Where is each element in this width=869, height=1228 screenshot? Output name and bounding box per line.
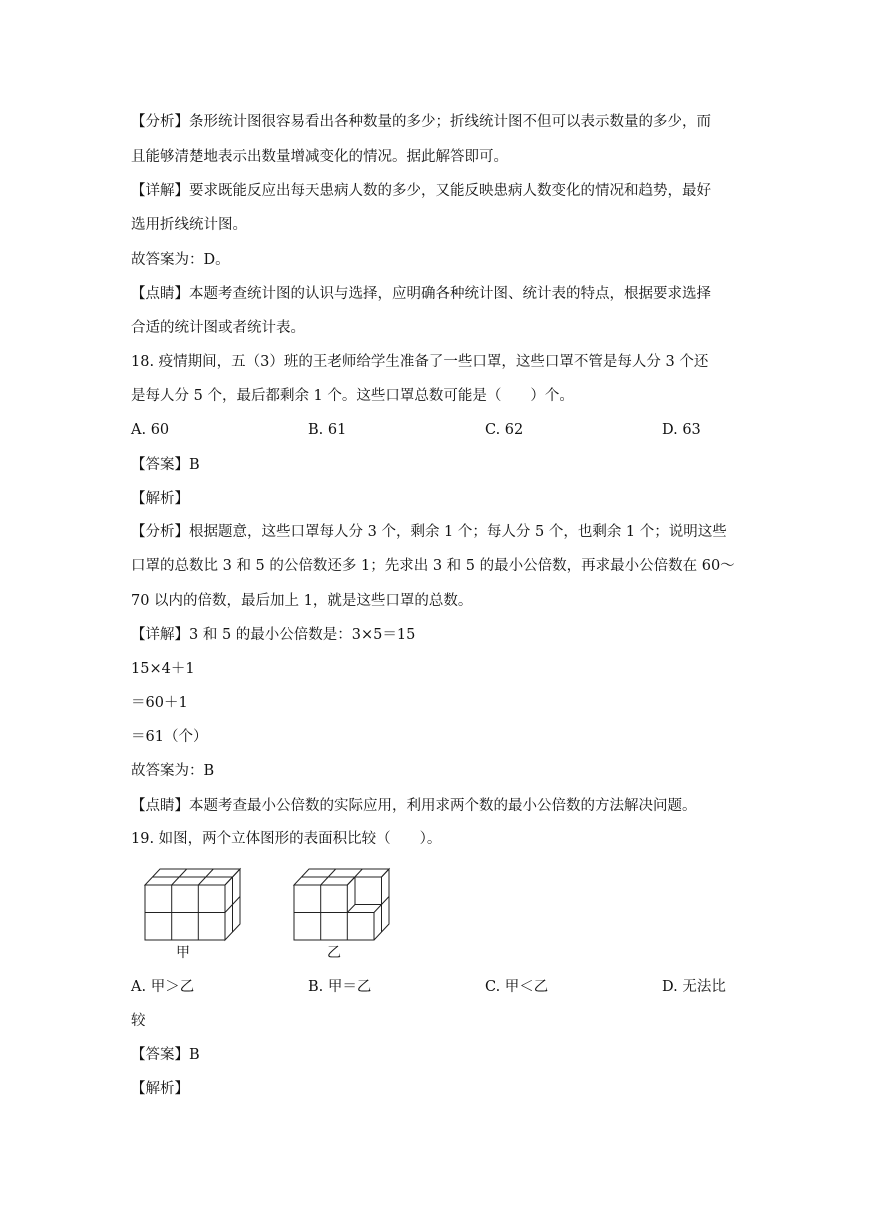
q18-answer-line: 故答案为：B: [131, 763, 215, 779]
q18-answer: 【答案】B: [131, 457, 200, 473]
q18-comment: 【点睛】本题考查最小公倍数的实际应用，利用求两个数的最小公倍数的方法解决问题。: [131, 798, 697, 814]
q19-option-d-wrap: 较: [131, 1013, 146, 1029]
figure-jia-label: 甲: [176, 945, 190, 961]
q17-comment-line-2: 合适的统计图或者统计表。: [131, 320, 305, 336]
q18-option-c: C. 62: [485, 422, 524, 438]
q18-detail: 【详解】3 和 5 的最小公倍数是：3×5＝15: [131, 627, 416, 643]
q18-option-b: B. 61: [308, 422, 347, 438]
q17-detail-line-2: 选用折线统计图。: [131, 217, 247, 233]
q17-analysis-line-2: 且能够清楚地表示出数量增减变化的情况。据此解答即可。: [131, 149, 508, 165]
q19-answer: 【答案】B: [131, 1047, 200, 1063]
q19-option-c: C. 甲＜乙: [485, 979, 549, 995]
q18-question-line-1: 18. 疫情期间，五（3）班的王老师给学生准备了一些口罩，这些口罩不管是每人分 3 个还: [131, 354, 709, 370]
q17-answer-line: 故答案为：D。: [131, 252, 230, 268]
q18-calc-line-1: 15×4＋1: [131, 661, 195, 677]
q19-option-a: A. 甲＞乙: [131, 979, 195, 995]
q18-analysis-line-3: 70 以内的倍数，最后加上 1，就是这些口罩的总数。: [131, 593, 473, 609]
q18-calc-line-3: ＝61（个）: [131, 729, 208, 745]
figure-jia-solid: [142, 864, 246, 944]
q19-explain-label: 【解析】: [131, 1081, 189, 1097]
q19-question: 19. 如图，两个立体图形的表面积比较（ ）。: [131, 831, 442, 847]
q18-analysis-line-1: 【分析】根据题意，这些口罩每人分 3 个，剩余 1 个；每人分 5 个，也剩余 1 个；说明这些: [131, 524, 727, 540]
q18-option-a: A. 60: [131, 422, 170, 438]
q18-analysis-line-2: 口罩的总数比 3 和 5 的公倍数还多 1；先求出 3 和 5 的最小公倍数，再求最小公倍数在 60～: [131, 558, 735, 574]
figure-yi-solid: [291, 864, 395, 944]
q17-analysis-line-1: 【分析】条形统计图很容易看出各种数量的多少；折线统计图不但可以表示数量的多少，而: [131, 114, 711, 130]
q19-option-b: B. 甲＝乙: [308, 979, 372, 995]
figure-yi-label: 乙: [327, 945, 341, 961]
q18-question-line-2: 是每人分 5 个，最后都剩余 1 个。这些口罩总数可能是（ ）个。: [131, 388, 574, 404]
q18-explain-label: 【解析】: [131, 491, 189, 507]
q17-comment-line-1: 【点睛】本题考查统计图的认识与选择，应明确各种统计图、统计表的特点，根据要求选择: [131, 286, 711, 302]
q17-detail-line-1: 【详解】要求既能反应出每天患病人数的多少，又能反映患病人数变化的情况和趋势，最好: [131, 183, 711, 199]
q18-option-d: D. 63: [662, 422, 701, 438]
q18-calc-line-2: ＝60＋1: [131, 695, 188, 711]
q19-option-d: D. 无法比: [662, 979, 726, 995]
